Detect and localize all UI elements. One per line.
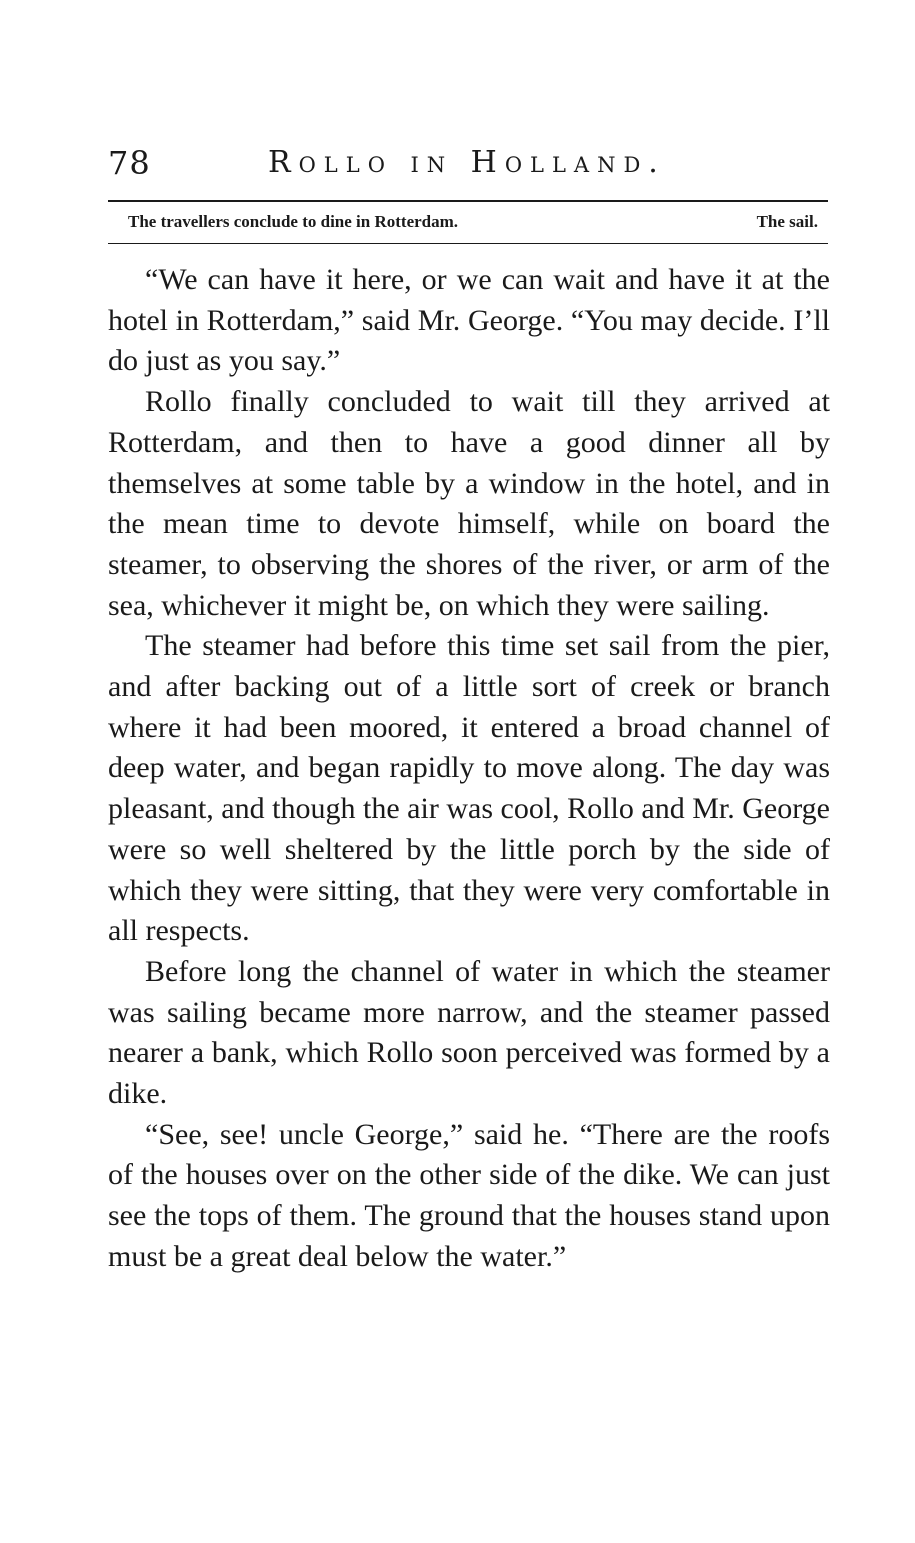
section-subheading — [128, 205, 818, 239]
header-rule-top — [108, 200, 828, 202]
paragraph: The steamer had before this time set sail from the pier, and after backing out of a little sort of creek or branch where it had been moored, it entered a broad channel of deep water, and began rapidly to move along. The day was pleasant, and though the air was cool, Rollo and Mr. George were so well sheltered by the little porch by the side of which they were sitting, that they were very comfortable in all respects. — [108, 629, 830, 948]
header-rule-bottom — [108, 243, 828, 244]
paragraph: “We can have it here, or we can wait and have it at the hotel in Rotterdam,” said Mr. George. “You may decide. I’ll do just as you say.” — [108, 263, 830, 378]
paragraph: Before long the channel of water in which the steamer was sailing became more narrow, and the steamer passed nearer a bank, which Rollo soon perceived was formed by a dike. — [108, 954, 830, 1111]
paragraph: “See, see! uncle George,” said he. “There are the roofs of the houses over on the other side of the dike. We can just see the tops of them. The ground that the houses stand upon must be a great deal below the water.” — [108, 1117, 830, 1273]
subheading-right: The sail. — [756, 212, 818, 231]
body-text — [108, 260, 830, 1278]
book-title: Rollo in Holland. — [268, 145, 666, 180]
subheading-left: The travellers conclude to dine in Rotterdam. — [128, 212, 459, 231]
paragraph: Rollo finally concluded to wait till they arrived at Rotterdam, and then to have a good dinner all by themselves at some table by a window in the hotel, and in the mean time to devote himself, while on board the steamer, to observing the shores of the river, or arm of the sea, whichever it might be, on which they were sailing. — [108, 385, 830, 622]
running-head — [108, 140, 828, 186]
page-number: 78 — [108, 144, 151, 182]
